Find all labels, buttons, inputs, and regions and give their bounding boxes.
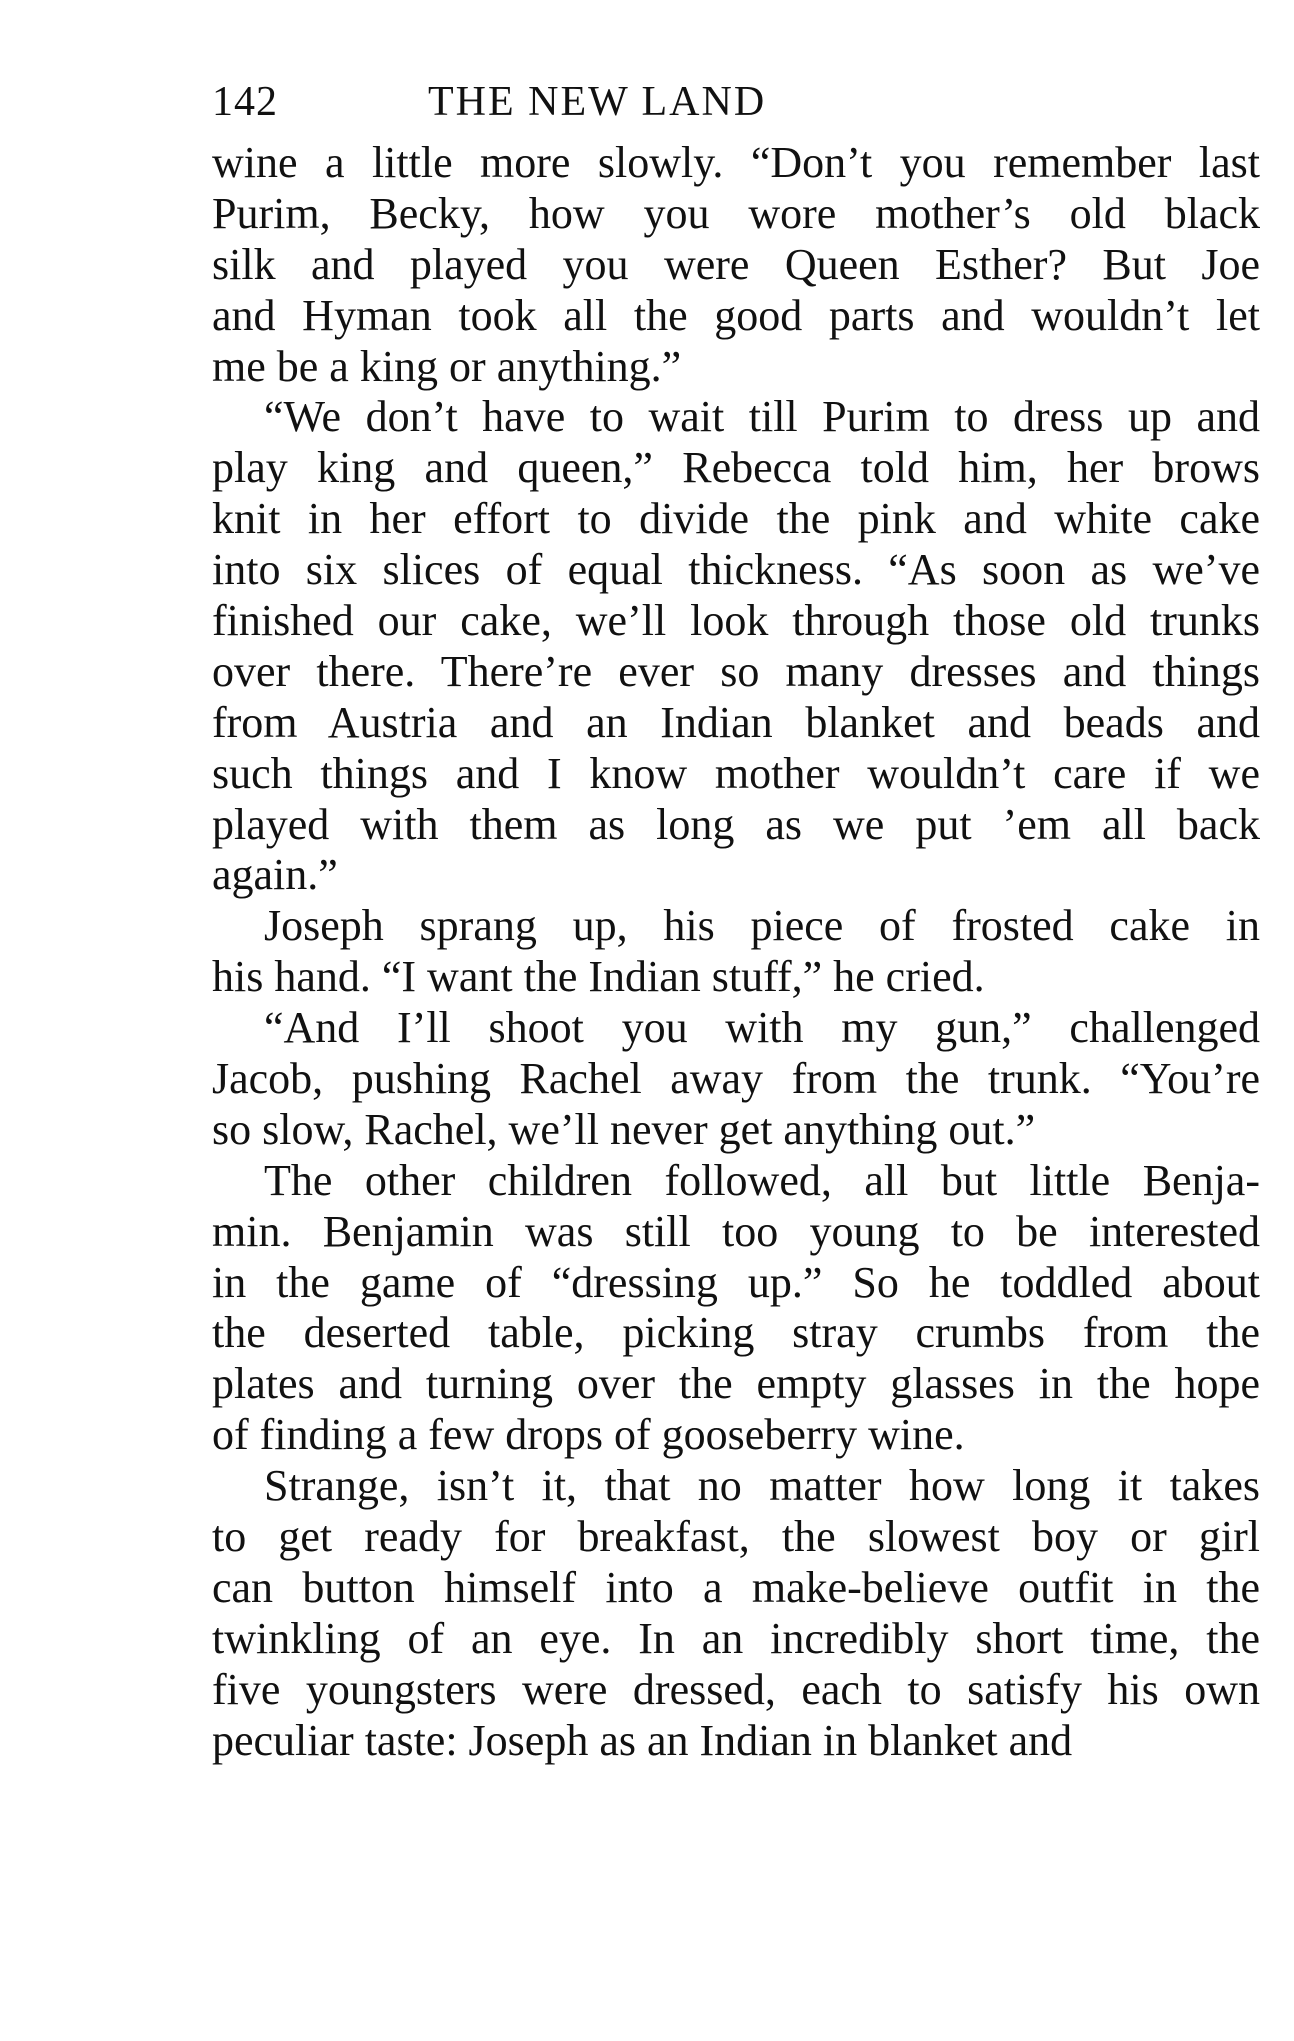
text-line: of finding a few drops of gooseberry wine.: [212, 1410, 965, 1460]
body-text: [212, 138, 1260, 1767]
text-line: so slow, Rachel, we’ll never get anything out.”: [212, 1104, 1036, 1154]
text-line: me be a king or anything.”: [212, 341, 682, 391]
text-line: can button himself into a make-believe outfit in the: [212, 1562, 1260, 1612]
paragraph: [212, 392, 1260, 901]
text-line: play king and queen,” Rebecca told him, her brows: [212, 443, 1260, 493]
text-line: twinkling of an eye. In an incredibly short time, the: [212, 1613, 1260, 1663]
text-line: over there. There’re ever so many dresses and things: [212, 646, 1260, 696]
paragraph: [212, 901, 1260, 1003]
paragraph: [212, 1461, 1260, 1766]
book-page: [212, 78, 1260, 1767]
text-line: the deserted table, picking stray crumbs from the: [212, 1308, 1260, 1358]
text-line: from Austria and an Indian blanket and beads and: [212, 697, 1260, 747]
text-line: Joseph sprang up, his piece of frosted cake in: [264, 901, 1260, 951]
text-line: Jacob, pushing Rachel away from the trunk. “You’re: [212, 1054, 1260, 1104]
text-line: five youngsters were dressed, each to satisfy his own: [212, 1664, 1260, 1714]
paragraph: [212, 1156, 1260, 1461]
text-line: plates and turning over the empty glasses in the hope: [212, 1359, 1260, 1409]
text-line: again.”: [212, 850, 338, 900]
text-line: The other children followed, all but little Benja-: [264, 1155, 1260, 1205]
text-line: to get ready for breakfast, the slowest boy or girl: [212, 1512, 1260, 1562]
text-line: “We don’t have to wait till Purim to dress up and: [264, 392, 1260, 442]
text-line: his hand. “I want the Indian stuff,” he cried.: [212, 952, 985, 1002]
text-line: Strange, isn’t it, that no matter how long it takes: [264, 1461, 1260, 1511]
text-line: “And I’ll shoot you with my gun,” challenged: [264, 1003, 1260, 1053]
running-head: [212, 78, 1260, 126]
text-line: peculiar taste: Joseph as an Indian in blanket and: [212, 1715, 1073, 1765]
text-line: in the game of “dressing up.” So he toddled about: [212, 1257, 1260, 1307]
paragraph: [212, 1003, 1260, 1156]
page-number: 142: [212, 79, 278, 125]
text-line: finished our cake, we’ll look through those old trunks: [212, 596, 1260, 646]
text-line: Purim, Becky, how you wore mother’s old black: [212, 188, 1260, 238]
text-line: played with them as long as we put ’em all back: [212, 799, 1260, 849]
text-line: wine a little more slowly. “Don’t you remember last: [212, 138, 1260, 187]
text-line: silk and played you were Queen Esther? But Joe: [212, 239, 1260, 289]
paragraph: [212, 138, 1260, 392]
text-line: and Hyman took all the good parts and wouldn’t let: [212, 290, 1260, 340]
text-line: knit in her effort to divide the pink and white cake: [212, 494, 1260, 544]
text-line: into six slices of equal thickness. “As soon as we’ve: [212, 545, 1260, 595]
text-line: such things and I know mother wouldn’t care if we: [212, 748, 1260, 798]
running-title: THE NEW LAND: [428, 79, 767, 125]
text-line: min. Benjamin was still too young to be interested: [212, 1206, 1260, 1256]
